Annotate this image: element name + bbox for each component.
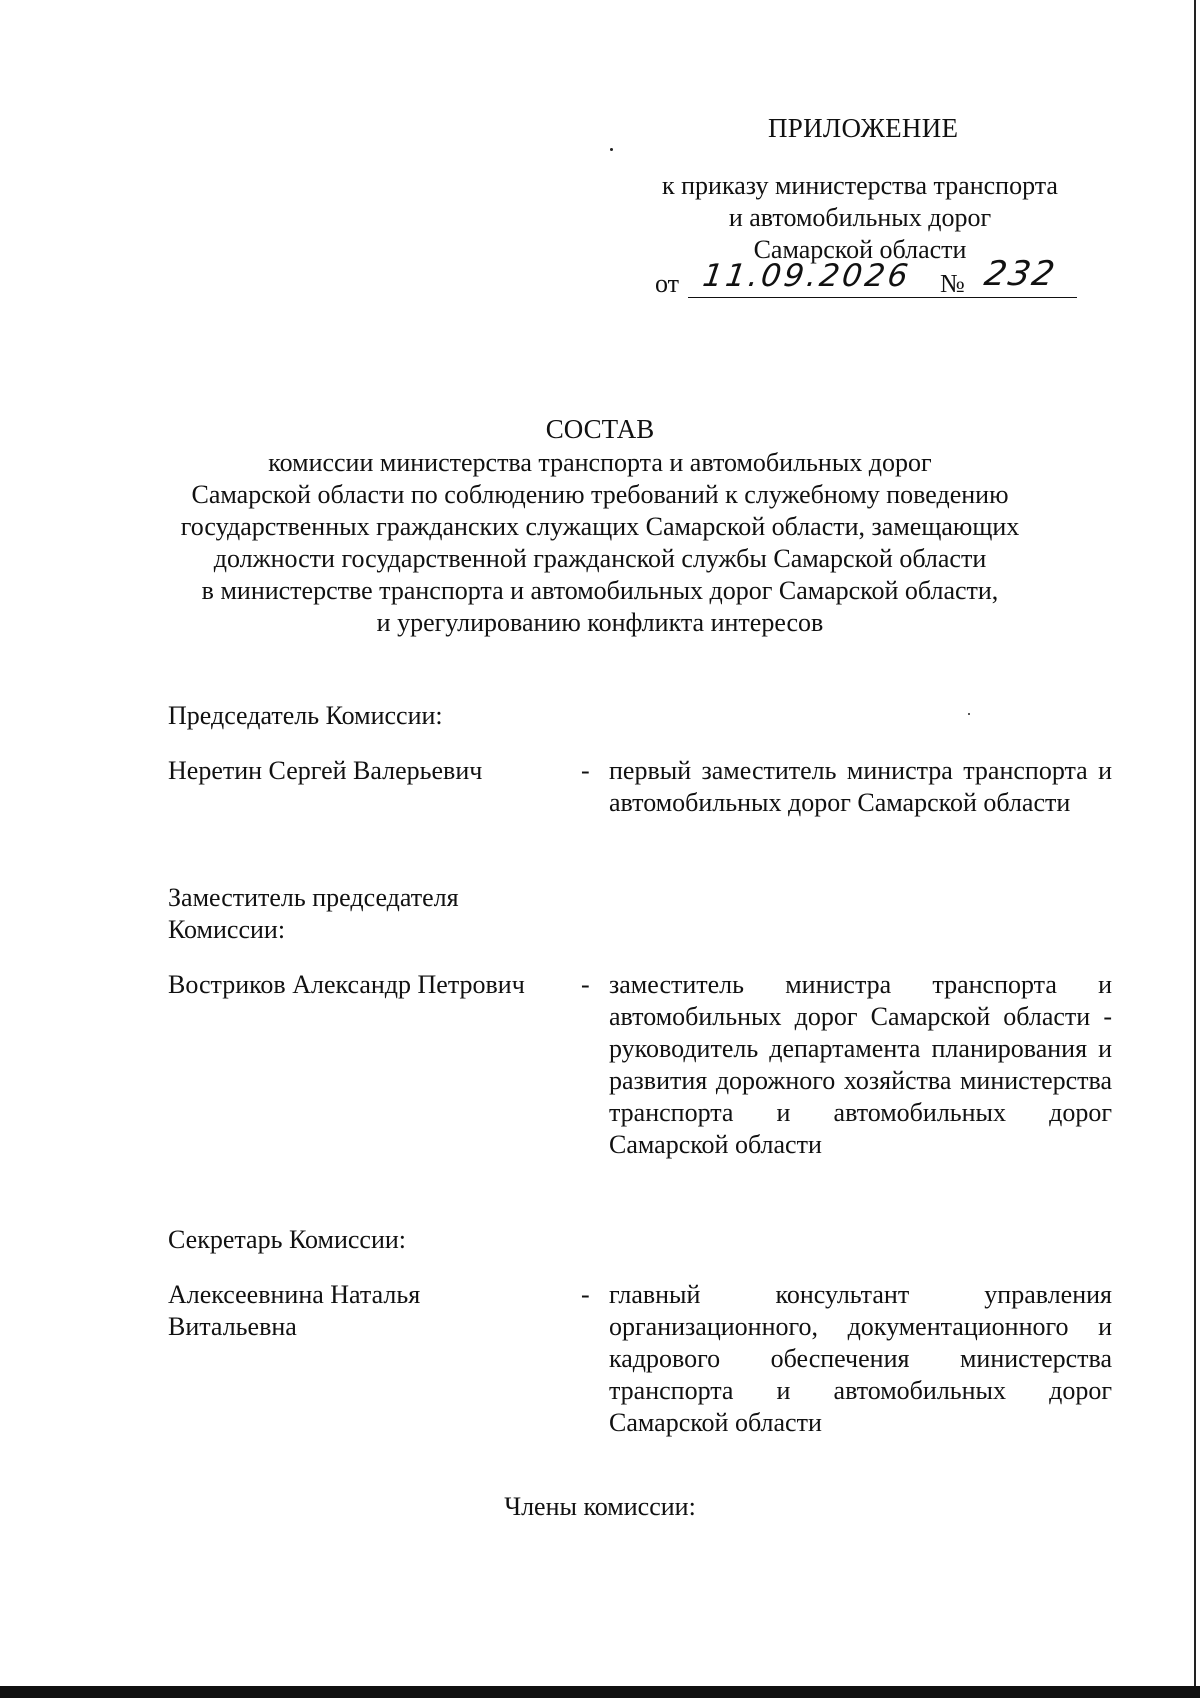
member-name-chairman: Неретин Сергей Валерьевич: [168, 756, 483, 785]
heading-line: Самарской области по соблюдению требований к служебному поведению: [191, 480, 1009, 509]
order-reference: [620, 170, 1100, 266]
member-position-deputy: заместитель министра транспорта и автомобильных дорог Самарской области - руководитель департамента планирования и развития дорожного хозяйства министерства транспорта и автомобильных дорог Самарской области: [609, 970, 1112, 1159]
handwritten-number: 232: [981, 254, 1060, 294]
order-reference-line: и автомобильных дорог: [728, 203, 992, 232]
document-heading: [150, 413, 1050, 639]
number-prefix: №: [940, 269, 965, 298]
name-dash: -: [581, 756, 590, 785]
section-label-deputy: Заместитель председателя Комиссии:: [168, 883, 459, 944]
member-name-deputy: Востриков Александр Петрович: [168, 970, 525, 999]
member-position-chairman: первый заместитель министра транспорта и автомобильных дорог Самарской области: [609, 756, 1112, 817]
name-dash: -: [581, 1280, 590, 1309]
scan-edge-right: [1194, 0, 1196, 1698]
number-underline: [977, 297, 1077, 298]
scan-speck: [610, 148, 613, 151]
name-dash: -: [581, 970, 590, 999]
heading-line: комиссии министерства транспорта и автомобильных дорог: [268, 448, 932, 477]
members-heading: Члены комиссии:: [504, 1492, 696, 1521]
heading-line: должности государственной гражданской службы Самарской области: [213, 544, 987, 573]
order-reference-line: к приказу министерства транспорта: [662, 171, 1058, 200]
order-reference-line: Самарской области: [753, 235, 967, 264]
order-date-row: [655, 254, 1085, 302]
date-prefix: от: [655, 269, 680, 298]
heading-line: в министерстве транспорта и автомобильных дорог Самарской области,: [201, 576, 999, 605]
heading-line: государственных гражданских служащих Самарской области, замещающих: [180, 512, 1020, 541]
heading-line: и урегулированию конфликта интересов: [376, 608, 824, 637]
scan-speck: [968, 713, 970, 715]
scan-edge-bottom: [0, 1686, 1200, 1698]
section-label-chairman: Председатель Комиссии:: [168, 701, 443, 730]
appendix-title: ПРИЛОЖЕНИЕ: [768, 113, 959, 143]
member-name-secretary: Алексеевнина Наталья Витальевна: [168, 1280, 421, 1341]
heading-title: СОСТАВ: [545, 414, 655, 444]
handwritten-date: 11.09.2026: [700, 258, 914, 294]
member-position-secretary: главный консультант управления организационного, документационного и кадрового обеспечения министерства транспорта и автомобильных дорог Самарской области: [609, 1280, 1112, 1437]
section-label-secretary: Секретарь Комиссии:: [168, 1225, 406, 1254]
